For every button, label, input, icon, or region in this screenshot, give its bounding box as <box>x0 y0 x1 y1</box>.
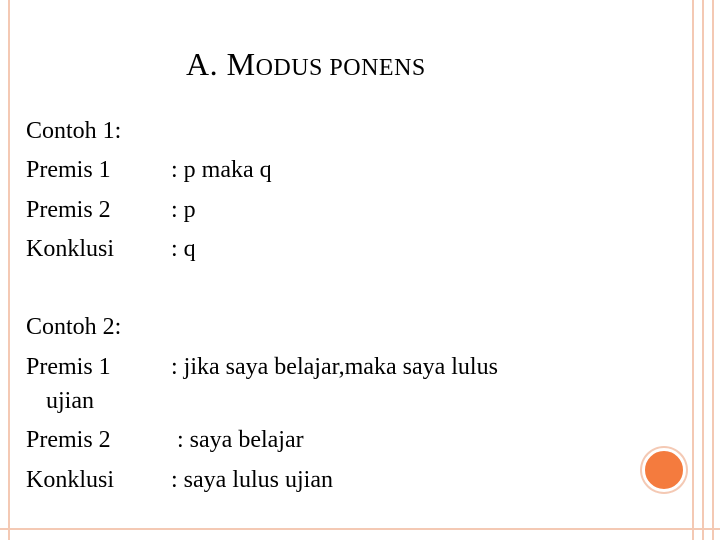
example2-label-wrap: ujian <box>46 388 94 414</box>
example2-heading: Contoh 2: <box>26 314 122 340</box>
example2-label-1: Premis 1 <box>26 354 111 380</box>
slide-title <box>186 46 426 83</box>
example2-label-2: Premis 2 <box>26 427 111 453</box>
example2-label-3: Konklusi <box>26 467 115 493</box>
example2-value-2: : saya belajar <box>171 427 304 453</box>
example1-label-3: Konklusi <box>26 236 115 262</box>
example1-label-1: Premis 1 <box>26 157 111 183</box>
example2-value-3: : saya lulus ujian <box>171 467 333 493</box>
example1-value-1: : p maka q <box>171 157 272 183</box>
orange-circle-decoration <box>642 448 686 492</box>
frame-bottom-line <box>0 528 720 530</box>
example1-value-3: : q <box>171 236 196 262</box>
example1-heading: Contoh 1: <box>26 118 122 144</box>
title-first: A. M <box>186 46 256 82</box>
example1-value-2: : p <box>171 197 196 223</box>
title-rest: ODUS PONENS <box>255 55 426 81</box>
example2-value-1: : jika saya belajar,maka saya lulus <box>171 354 498 380</box>
frame-left-border <box>0 0 10 540</box>
frame-right-inner-line <box>702 0 704 540</box>
example1-label-2: Premis 2 <box>26 197 111 223</box>
